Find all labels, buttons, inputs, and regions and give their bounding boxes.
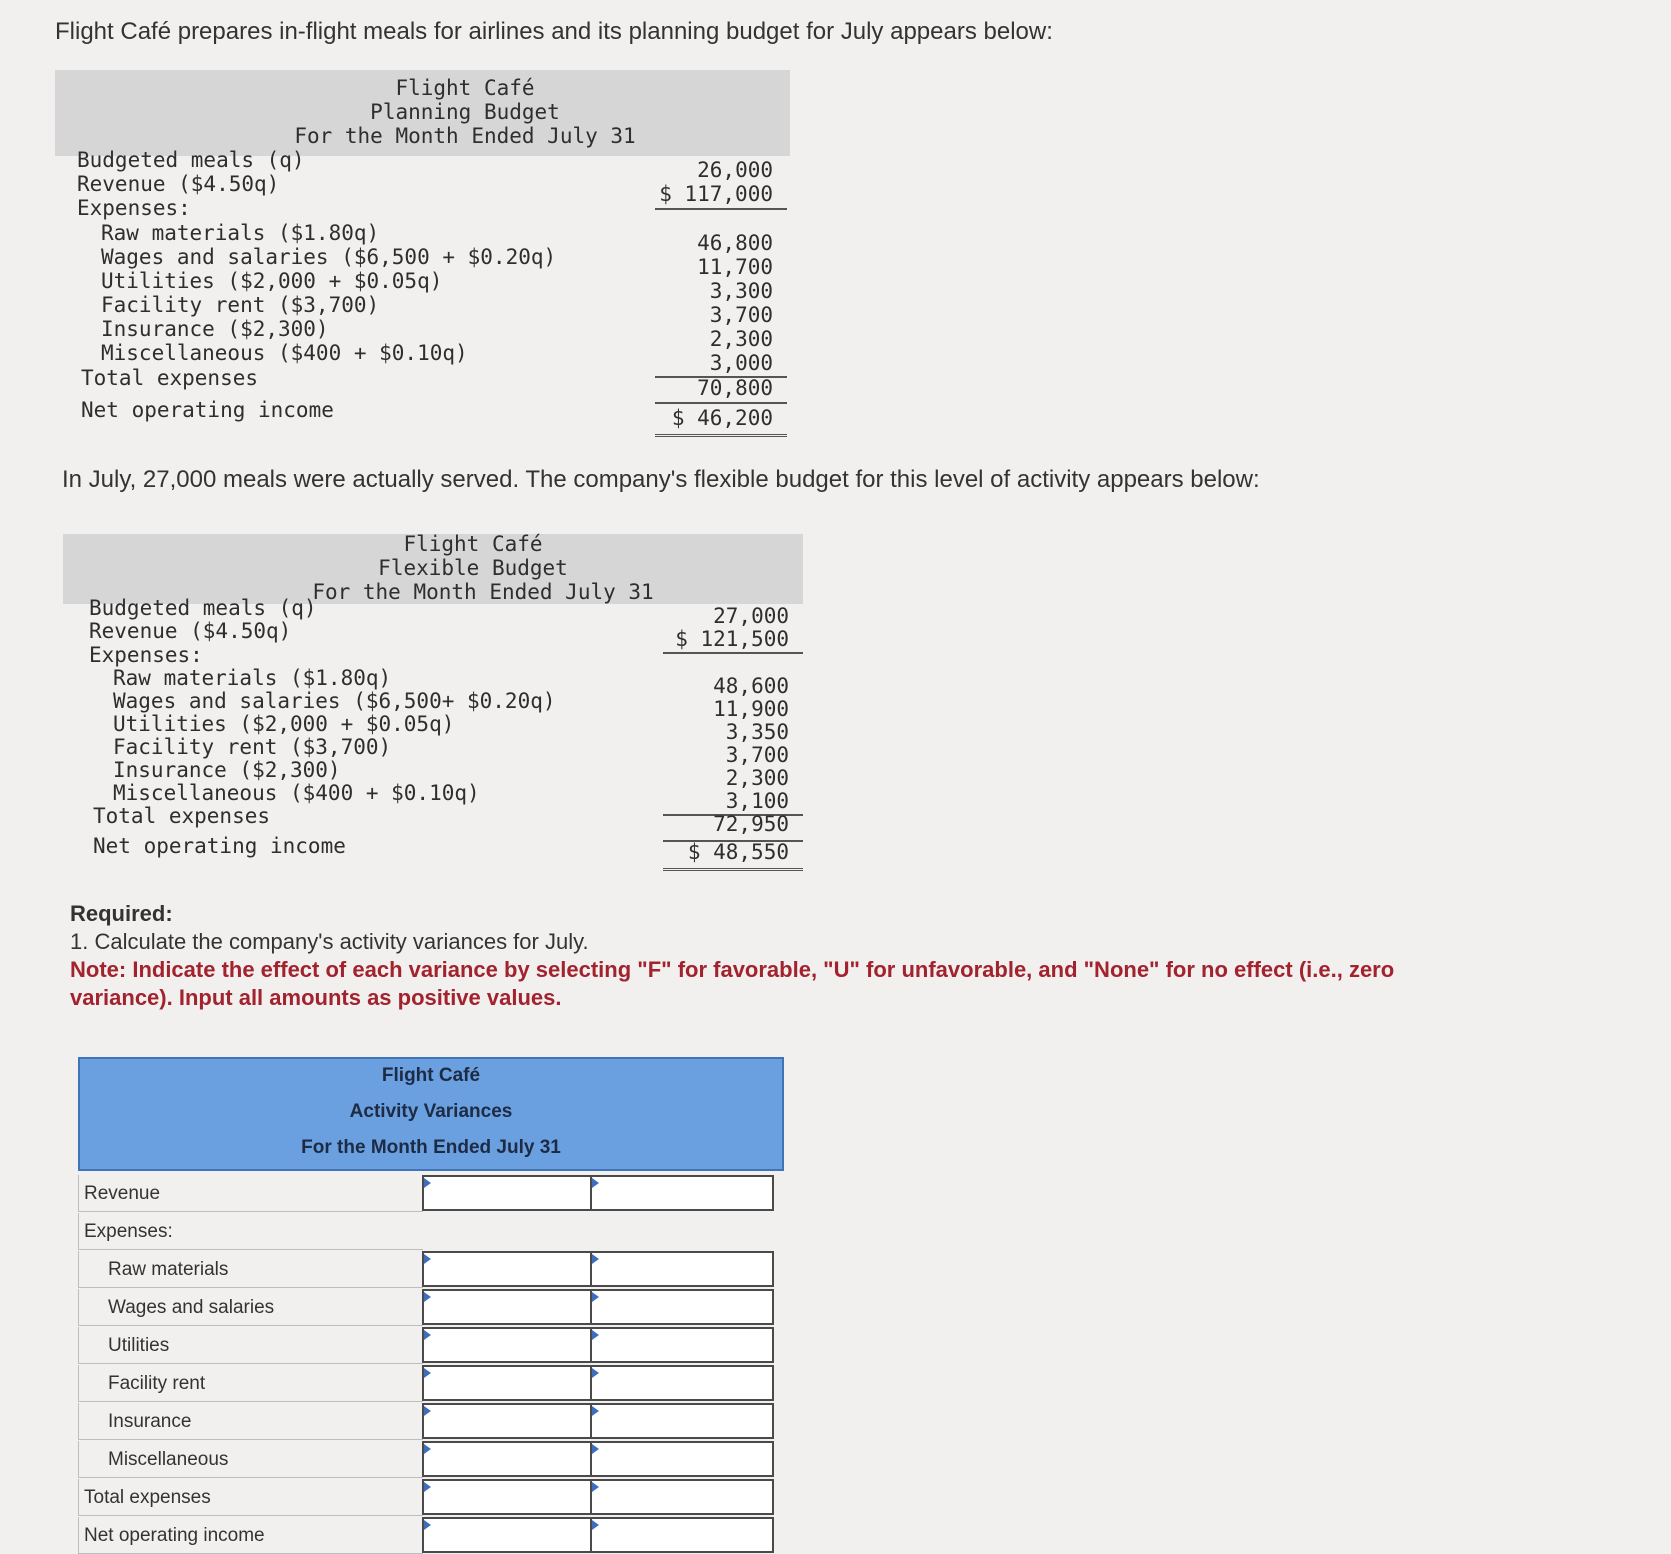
net-income-double-rule [655, 434, 787, 440]
input-marker-icon [424, 1178, 431, 1188]
expense-value: 3,300 [709, 279, 773, 303]
expense-label: Insurance ($2,300) [101, 317, 329, 341]
required-title: Required: [70, 901, 173, 926]
input-marker-icon [424, 1520, 431, 1530]
variance-amount-input[interactable] [422, 1175, 592, 1211]
variance-amount-input[interactable] [422, 1289, 592, 1325]
budgeted-meals-label: Budgeted meals (q) [77, 148, 305, 172]
expense-label: Miscellaneous ($400 + $0.10q) [101, 341, 468, 365]
input-marker-icon [424, 1368, 431, 1378]
net-income-value: $ 48,550 [687, 840, 789, 864]
total-expenses-value: 70,800 [697, 376, 773, 400]
input-marker-icon [424, 1292, 431, 1302]
variance-row-label: Miscellaneous [108, 1449, 229, 1470]
net-income-value: $ 46,200 [671, 406, 773, 430]
mid-text: In July, 27,000 meals were actually served. The company's flexible budget for this level of activity appears below: [62, 466, 1260, 493]
variance-amount-input[interactable] [422, 1251, 592, 1287]
total-expenses-label: Total expenses [81, 366, 259, 390]
variance-amount-input[interactable] [422, 1327, 592, 1363]
variance-row-label: Raw materials [108, 1259, 229, 1280]
expense-label: Raw materials ($1.80q) [101, 221, 380, 245]
variance-row-label: Revenue [84, 1183, 161, 1204]
flexible-budget-table [63, 534, 808, 894]
variance-effect-select[interactable] [590, 1365, 774, 1401]
expense-label: Facility rent ($3,700) [113, 735, 392, 759]
activity-variances-period: For the Month Ended July 31 [301, 1137, 561, 1158]
expense-value: 3,700 [725, 743, 789, 767]
expenses-label: Expenses: [89, 643, 203, 667]
variance-amount-input[interactable] [422, 1517, 592, 1553]
intro-text: Flight Café prepares in-flight meals for airlines and its planning budget for July appears below: [55, 18, 1053, 45]
expense-label: Facility rent ($3,700) [101, 293, 380, 317]
net-income-double-rule [663, 868, 803, 874]
variance-row-label: Insurance [108, 1411, 192, 1432]
activity-variances-header [78, 1057, 784, 1171]
variance-row [78, 1365, 784, 1401]
total-expenses-rule [655, 402, 787, 404]
variance-row [78, 1479, 784, 1515]
flexible-budget-period: For the Month Ended July 31 [312, 580, 654, 604]
expense-value: 11,900 [713, 697, 789, 721]
revenue-value: $ 121,500 [675, 627, 789, 651]
budgeted-meals-value: 27,000 [713, 604, 789, 628]
planning-budget-subtitle: Planning Budget [370, 100, 560, 124]
input-marker-icon [424, 1482, 431, 1492]
variance-row-label: Facility rent [108, 1373, 206, 1394]
expense-value: 3,350 [725, 720, 789, 744]
planning-budget-title: Flight Café [395, 76, 535, 100]
revenue-rule [663, 652, 803, 654]
revenue-value: $ 117,000 [659, 182, 773, 206]
variance-row-label: Wages and salaries [108, 1297, 275, 1318]
variance-effect-select[interactable] [590, 1517, 774, 1553]
input-marker-icon [424, 1330, 431, 1340]
variance-effect-select[interactable] [590, 1441, 774, 1477]
input-marker-icon [592, 1178, 599, 1188]
variance-row [78, 1327, 784, 1363]
variance-effect-select[interactable] [590, 1327, 774, 1363]
flexible-budget-subtitle: Flexible Budget [378, 556, 568, 580]
variance-row [78, 1175, 784, 1211]
total-expenses-value: 72,950 [713, 812, 789, 836]
variance-row [78, 1517, 784, 1553]
total-expenses-label: Total expenses [93, 804, 271, 828]
expense-value: 46,800 [697, 231, 773, 255]
expense-label: Wages and salaries ($6,500 + $0.20q) [101, 245, 557, 269]
variance-row [78, 1289, 784, 1325]
budgeted-meals-value: 26,000 [697, 158, 773, 182]
required-item: 1. Calculate the company's activity variances for July. [70, 929, 589, 954]
input-marker-icon [592, 1330, 599, 1340]
expense-label: Miscellaneous ($400 + $0.10q) [113, 781, 480, 805]
variance-effect-select[interactable] [590, 1479, 774, 1515]
variance-row-label: Expenses: [84, 1221, 173, 1242]
expense-value: 48,600 [713, 674, 789, 698]
planning-budget-period: For the Month Ended July 31 [294, 124, 636, 148]
variance-row [78, 1213, 784, 1249]
input-marker-icon [592, 1444, 599, 1454]
variance-row-label: Net operating income [84, 1525, 265, 1546]
input-marker-icon [592, 1482, 599, 1492]
variance-row-label: Total expenses [84, 1487, 211, 1508]
net-income-label: Net operating income [93, 834, 346, 858]
expense-value: 3,100 [725, 789, 789, 813]
input-marker-icon [424, 1406, 431, 1416]
revenue-label: Revenue ($4.50q) [77, 172, 280, 196]
input-marker-icon [592, 1254, 599, 1264]
expense-label: Wages and salaries ($6,500+ $0.20q) [113, 689, 556, 713]
expense-label: Utilities ($2,000 + $0.05q) [113, 712, 455, 736]
revenue-rule [655, 208, 787, 210]
variance-row-label: Utilities [108, 1335, 170, 1356]
expense-label: Utilities ($2,000 + $0.05q) [101, 269, 443, 293]
input-marker-icon [424, 1444, 431, 1454]
input-marker-icon [592, 1368, 599, 1378]
revenue-label: Revenue ($4.50q) [89, 619, 292, 643]
flexible-budget-title: Flight Café [403, 532, 543, 556]
expense-value: 3,000 [709, 351, 773, 375]
input-marker-icon [592, 1406, 599, 1416]
planning-budget-table [55, 70, 800, 450]
input-marker-icon [592, 1292, 599, 1302]
expense-value: 2,300 [709, 327, 773, 351]
required-section [70, 900, 1490, 1012]
variance-row [78, 1251, 784, 1287]
variance-amount-input[interactable] [422, 1441, 592, 1477]
expense-value: 11,700 [697, 255, 773, 279]
activity-variances-table [78, 1057, 784, 1551]
activity-variances-title: Flight Café [381, 1065, 481, 1086]
activity-variances-subtitle: Activity Variances [349, 1101, 513, 1122]
variance-effect-select[interactable] [590, 1289, 774, 1325]
input-marker-icon [424, 1254, 431, 1264]
input-marker-icon [592, 1520, 599, 1530]
variance-effect-select[interactable] [590, 1175, 774, 1211]
variance-amount-input[interactable] [422, 1403, 592, 1439]
expense-label: Insurance ($2,300) [113, 758, 341, 782]
budgeted-meals-label: Budgeted meals (q) [89, 596, 317, 620]
variance-amount-input[interactable] [422, 1365, 592, 1401]
variance-effect-select[interactable] [590, 1403, 774, 1439]
variance-row [78, 1441, 784, 1477]
expense-value: 3,700 [709, 303, 773, 327]
expense-value: 2,300 [725, 766, 789, 790]
expense-label: Raw materials ($1.80q) [113, 666, 392, 690]
variance-row [78, 1403, 784, 1439]
expenses-label: Expenses: [77, 196, 191, 220]
required-note: Note: Indicate the effect of each variance by selecting "F" for favorable, "U" for unfavorable, and "None" for no effect (i.e., zero variance). Input all amounts as positive values. [70, 957, 1395, 1010]
variance-amount-input[interactable] [422, 1479, 592, 1515]
net-income-label: Net operating income [81, 398, 334, 422]
variance-effect-select[interactable] [590, 1251, 774, 1287]
